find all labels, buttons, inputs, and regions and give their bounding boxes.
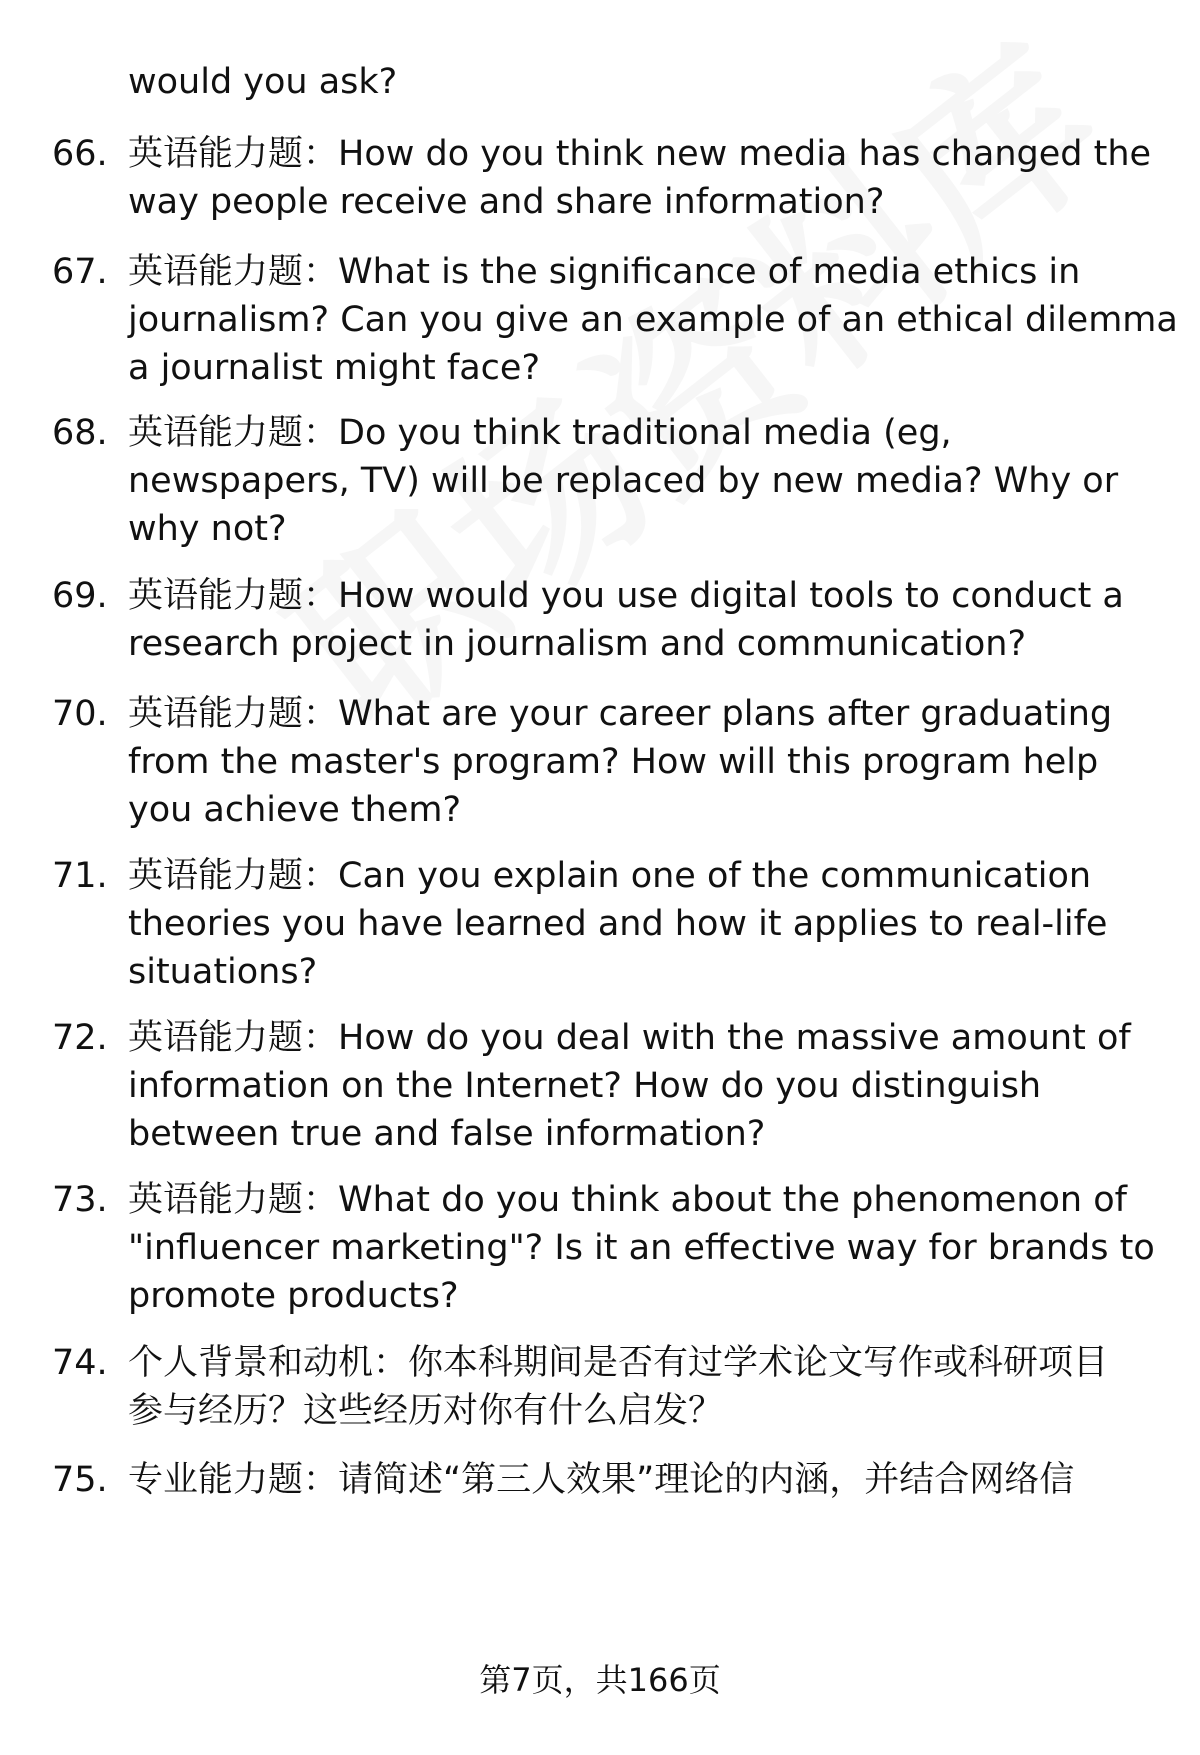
question-text: 参与经历？这些经历对你有什么启发？: [128, 1391, 724, 1431]
question-text: from the master's program? How will this program help: [128, 742, 1099, 782]
question-body: [128, 1014, 1168, 1158]
question-body: [128, 130, 1168, 226]
question-body: [128, 572, 1168, 668]
question-text: What are your career plans after graduating: [338, 694, 1113, 734]
question-category: 英语能力题：: [128, 694, 339, 734]
question-number: 69.: [52, 576, 108, 616]
question-text: "influencer marketing"? Is it an effective way for brands to: [128, 1228, 1155, 1268]
question-text: newspapers, TV) will be replaced by new media? Why or: [128, 461, 1119, 501]
question-text: How do you deal with the massive amount of: [338, 1018, 1131, 1058]
question-text: a journalist might face?: [128, 348, 541, 388]
question-body: [128, 1339, 1168, 1435]
question-body: [128, 690, 1168, 834]
question-text: Do you think traditional media (eg,: [338, 413, 952, 453]
question-text: How would you use digital tools to conduct a: [338, 576, 1124, 616]
question-text: why not?: [128, 509, 287, 549]
page-footer: 第7页，共166页: [479, 1661, 721, 1699]
question-text: way people receive and share information?: [128, 182, 885, 222]
question-text: promote products?: [128, 1276, 459, 1316]
question-text: situations?: [128, 952, 318, 992]
question-category: 英语能力题：: [128, 576, 339, 616]
question-text: journalism? Can you give an example of an ethical dilemma: [128, 300, 1178, 340]
question-number: 67.: [52, 252, 108, 292]
question-body: [128, 1456, 1168, 1504]
question-text: How do you think new media has changed the: [338, 134, 1152, 174]
question-number: 73.: [52, 1180, 108, 1220]
question-category: 英语能力题：: [128, 1180, 339, 1220]
question-text: you achieve them?: [128, 790, 462, 830]
question-text: What do you think about the phenomenon of: [338, 1180, 1127, 1220]
question-category: 英语能力题：: [128, 1018, 339, 1058]
question-number: 72.: [52, 1018, 108, 1058]
question-category: 个人背景和动机：: [128, 1343, 409, 1383]
continuation-text: would you ask?: [128, 62, 398, 102]
question-number: 71.: [52, 856, 108, 896]
question-category: 英语能力题：: [128, 252, 339, 292]
question-text: What is the significance of media ethics in: [338, 252, 1081, 292]
question-number: 74.: [52, 1343, 108, 1383]
question-body: [128, 852, 1168, 996]
question-body: [128, 409, 1168, 553]
question-number: 70.: [52, 694, 108, 734]
question-text: 请简述“第三人效果”理论的内涵，并结合网络信: [338, 1460, 1075, 1500]
question-category: 英语能力题：: [128, 413, 339, 453]
question-body: [128, 248, 1178, 392]
question-number: 75.: [52, 1460, 108, 1500]
question-number: 68.: [52, 413, 108, 453]
question-category: 专业能力题：: [128, 1460, 339, 1500]
question-category: 英语能力题：: [128, 856, 339, 896]
question-body: [128, 1176, 1168, 1320]
question-text: Can you explain one of the communication: [338, 856, 1092, 896]
question-text: theories you have learned and how it applies to real-life: [128, 904, 1108, 944]
question-text: research project in journalism and communication?: [128, 624, 1027, 664]
question-text: between true and false information?: [128, 1114, 766, 1154]
question-text: information on the Internet? How do you distinguish: [128, 1066, 1042, 1106]
question-text: 你本科期间是否有过学术论文写作或科研项目: [408, 1343, 1109, 1383]
question-number: 66.: [52, 134, 108, 174]
question-category: 英语能力题：: [128, 134, 339, 174]
